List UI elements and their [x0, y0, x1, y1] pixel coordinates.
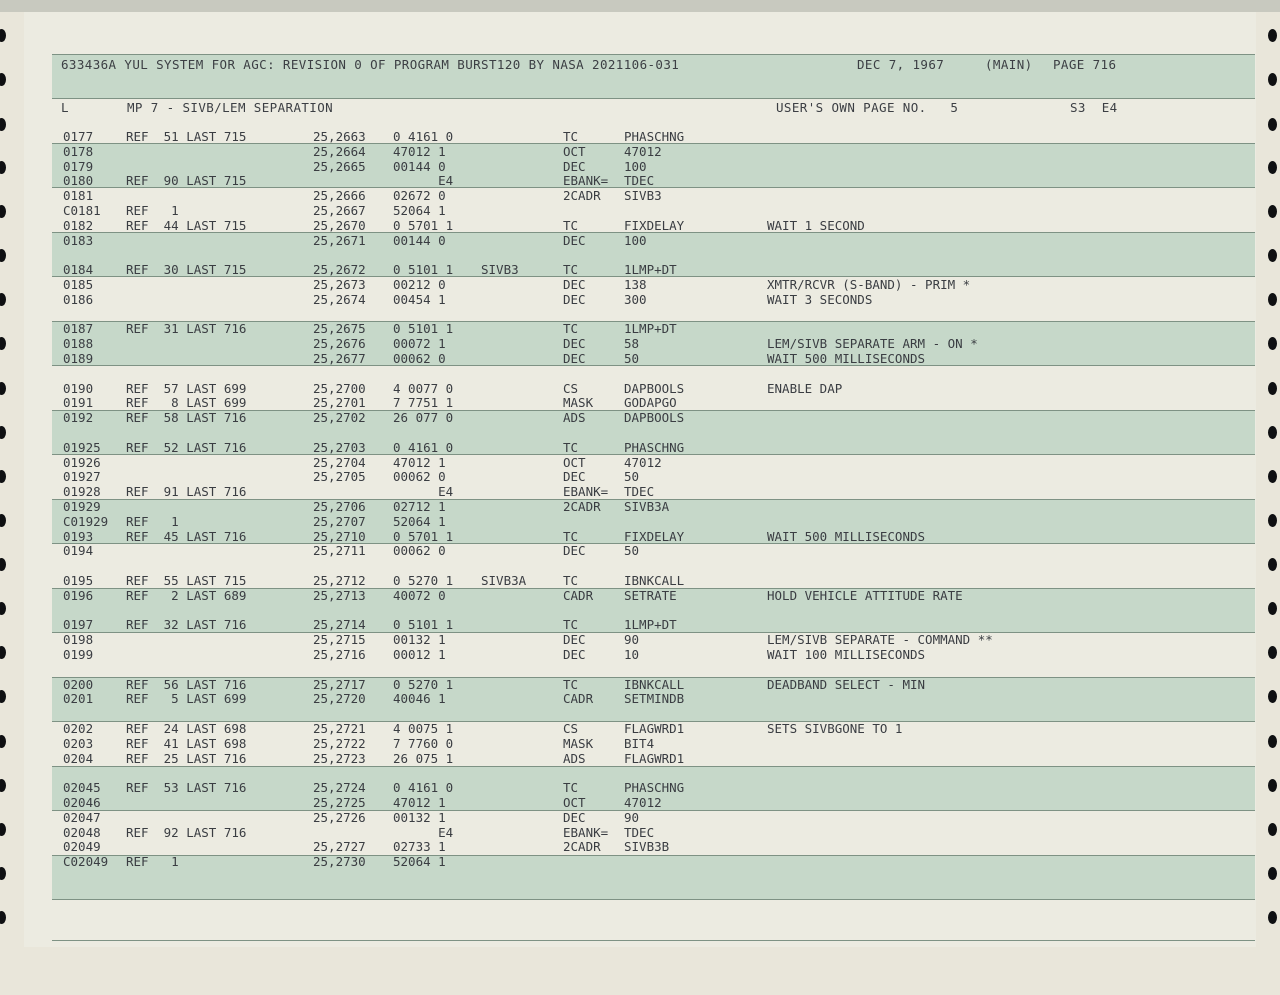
line-number: 02045: [63, 780, 101, 796]
opcode: DEC: [563, 158, 586, 174]
listing-line: [0, 263, 1280, 277]
band-rule: [52, 98, 1255, 99]
memory-address: 25,2700: [313, 380, 366, 396]
memory-address: 25,2672: [313, 262, 366, 278]
listing-line: [0, 160, 1280, 174]
opcode: DEC: [563, 336, 586, 352]
opcode: TC: [563, 321, 579, 337]
octal-word: 02712 1: [393, 499, 446, 514]
octal-word: 40072 0: [393, 587, 446, 603]
opcode: TC: [563, 676, 579, 692]
listing-line: [0, 781, 1280, 795]
listing-type-flag: L: [61, 100, 69, 115]
cross-reference: REF 24 LAST 698: [126, 721, 247, 736]
line-number: 0198: [63, 632, 94, 648]
opcode: TC: [563, 617, 579, 633]
listing-line: [0, 145, 1280, 159]
operand: 47012: [624, 143, 662, 159]
octal-word: 0 4161 0: [393, 439, 454, 455]
octal-word: 40046 1: [393, 691, 446, 707]
cross-reference: REF 53 LAST 716: [126, 780, 247, 796]
memory-address: 25,2664: [313, 143, 366, 159]
listing-line: [0, 278, 1280, 292]
line-number: 0188: [63, 336, 94, 352]
listing-line: [0, 337, 1280, 351]
tractor-hole: [1268, 911, 1277, 924]
line-number: 0202: [63, 721, 94, 736]
comment: WAIT 100 MILLISECONDS: [767, 647, 926, 662]
operand: 58: [624, 336, 640, 352]
memory-address: 25,2670: [313, 217, 366, 233]
memory-address: 25,2676: [313, 336, 366, 352]
opcode: ADS: [563, 750, 586, 766]
octal-word: 00062 0: [393, 543, 446, 559]
octal-word: 47012 1: [393, 795, 446, 810]
memory-address: 25,2663: [313, 129, 366, 144]
opcode: 2CADR: [563, 188, 601, 204]
operand: 300: [624, 291, 647, 307]
memory-address: 25,2711: [313, 543, 366, 559]
listing-line: [0, 352, 1280, 366]
opcode: DEC: [563, 469, 586, 485]
opcode: TC: [563, 780, 579, 796]
listing-line: [0, 618, 1280, 632]
tractor-hole: [1268, 73, 1277, 86]
octal-word: 00012 1: [393, 647, 446, 662]
symbol-label: SIVB3A: [481, 573, 527, 588]
octal-word: 00212 0: [393, 277, 446, 292]
line-number: 0192: [63, 410, 94, 426]
line-number: 01927: [63, 469, 101, 485]
memory-address: 25,2721: [313, 721, 366, 736]
operand: 10: [624, 647, 640, 662]
operand: PHASCHNG: [624, 780, 685, 796]
operand: DAPBOOLS: [624, 410, 685, 426]
opcode: DEC: [563, 277, 586, 292]
line-number: 02046: [63, 795, 101, 810]
octal-word: 0 5701 1: [393, 217, 454, 233]
memory-address: 25,2703: [313, 439, 366, 455]
opcode: OCT: [563, 143, 586, 159]
listing-line: [0, 485, 1280, 499]
cross-reference: REF 1: [126, 513, 179, 529]
tractor-hole: [1268, 426, 1277, 439]
memory-address: 25,2720: [313, 691, 366, 707]
listing-line: [0, 219, 1280, 233]
octal-word: 0 5270 1: [393, 573, 454, 588]
octal-word: 00144 0: [393, 158, 446, 174]
octal-word: 26 077 0: [393, 410, 454, 426]
line-number: 01929: [63, 499, 101, 514]
operand: BIT4: [624, 735, 655, 751]
opcode: DEC: [563, 232, 586, 248]
memory-address: 25,2704: [313, 454, 366, 470]
line-number: 0179: [63, 158, 94, 174]
operand: 1LMP+DT: [624, 321, 677, 337]
operand: 90: [624, 632, 640, 648]
operand: FLAGWRD1: [624, 750, 685, 766]
opcode: TC: [563, 217, 579, 233]
octal-word: 00132 1: [393, 809, 446, 825]
octal-word: 02733 1: [393, 839, 446, 855]
memory-address: 25,2665: [313, 158, 366, 174]
line-number: C01929: [63, 513, 109, 529]
section-title: MP 7 - SIVB/LEM SEPARATION: [127, 100, 334, 115]
cross-reference: REF 31 LAST 716: [126, 321, 247, 337]
users-page-number: USER'S OWN PAGE NO. 5: [776, 100, 959, 115]
listing-line: [0, 293, 1280, 307]
opcode: DEC: [563, 809, 586, 825]
tractor-hole: [0, 73, 6, 86]
listing-line: [0, 692, 1280, 706]
line-number: 0184: [63, 262, 94, 278]
opcode: DEC: [563, 291, 586, 307]
comment: LEM/SIVB SEPARATE - COMMAND **: [767, 632, 993, 648]
opcode: DEC: [563, 543, 586, 559]
cross-reference: REF 55 LAST 715: [126, 573, 247, 588]
opcode: TC: [563, 129, 579, 144]
listing-line: [0, 722, 1280, 736]
octal-word: 00454 1: [393, 291, 446, 307]
listing-line: [0, 441, 1280, 455]
listing-line: [0, 737, 1280, 751]
opcode: OCT: [563, 795, 586, 810]
line-number: 0187: [63, 321, 94, 337]
line-number: 0183: [63, 232, 94, 248]
operand: 1LMP+DT: [624, 262, 677, 278]
cross-reference: REF 2 LAST 689: [126, 587, 247, 603]
operand: DAPBOOLS: [624, 380, 685, 396]
cross-reference: REF 1: [126, 203, 179, 218]
octal-word: E4: [393, 484, 454, 500]
opcode: MASK: [563, 395, 594, 411]
line-number: 01926: [63, 454, 101, 470]
operand: 50: [624, 543, 640, 559]
cross-reference: REF 32 LAST 716: [126, 617, 247, 633]
operand: TDEC: [624, 484, 655, 500]
operand: FIXDELAY: [624, 528, 685, 544]
listing-line: [0, 189, 1280, 203]
octal-word: 26 075 1: [393, 750, 454, 766]
line-number: 0181: [63, 188, 94, 204]
octal-word: 0 5270 1: [393, 676, 454, 692]
opcode: TC: [563, 528, 579, 544]
listing-line: [0, 130, 1280, 144]
octal-word: 00072 1: [393, 336, 446, 352]
listing-date: DEC 7, 1967: [857, 57, 945, 72]
octal-word: 0 5101 1: [393, 321, 454, 337]
octal-word: 4 0077 0: [393, 380, 454, 396]
cross-reference: REF 30 LAST 715: [126, 262, 247, 278]
listing-line: [0, 174, 1280, 188]
memory-address: 25,2717: [313, 676, 366, 692]
operand: 1LMP+DT: [624, 617, 677, 633]
opcode: DEC: [563, 647, 586, 662]
comment: WAIT 1 SECOND: [767, 217, 865, 233]
listing-line: [0, 752, 1280, 766]
line-number: 02048: [63, 824, 101, 840]
listing-line: [0, 382, 1280, 396]
memory-address: 25,2671: [313, 232, 366, 248]
line-number: 01928: [63, 484, 101, 500]
memory-address: 25,2715: [313, 632, 366, 648]
operand: IBNKCALL: [624, 676, 685, 692]
memory-address: 25,2706: [313, 499, 366, 514]
comment: ENABLE DAP: [767, 380, 843, 396]
tractor-hole: [1268, 602, 1277, 615]
operand: SETRATE: [624, 587, 677, 603]
memory-address: 25,2723: [313, 750, 366, 766]
memory-address: 25,2705: [313, 469, 366, 485]
listing-line: [0, 811, 1280, 825]
cross-reference: REF 41 LAST 698: [126, 735, 247, 751]
memory-address: 25,2667: [313, 203, 366, 218]
band-rule: [52, 766, 1255, 767]
listing-line: [0, 574, 1280, 588]
cross-reference: REF 58 LAST 716: [126, 410, 247, 426]
operand: TDEC: [624, 173, 655, 189]
comment: SETS SIVBGONE TO 1: [767, 721, 903, 736]
octal-word: E4: [393, 824, 454, 840]
band-rule: [52, 940, 1255, 941]
octal-word: 0 5701 1: [393, 528, 454, 544]
listing-header-title: 633436A YUL SYSTEM FOR AGC: REVISION 0 OF PROGRAM BURST120 BY NASA 2021106-031: [61, 57, 680, 72]
memory-address: 25,2702: [313, 410, 366, 426]
line-number: 0193: [63, 528, 94, 544]
octal-word: 7 7760 0: [393, 735, 454, 751]
opcode: DEC: [563, 632, 586, 648]
opcode: CADR: [563, 691, 594, 707]
operand: 50: [624, 469, 640, 485]
memory-address: 25,2710: [313, 528, 366, 544]
operand: PHASCHNG: [624, 129, 685, 144]
memory-address: 25,2725: [313, 795, 366, 810]
cross-reference: REF 51 LAST 715: [126, 129, 247, 144]
line-number: C02049: [63, 854, 109, 870]
operand: SETMINDB: [624, 691, 685, 707]
octal-word: 7 7751 1: [393, 395, 454, 411]
cross-reference: REF 57 LAST 699: [126, 380, 247, 396]
tractor-hole: [1268, 29, 1277, 42]
operand: 47012: [624, 454, 662, 470]
memory-address: 25,2677: [313, 351, 366, 366]
octal-word: 02672 0: [393, 188, 446, 204]
octal-word: 52064 1: [393, 854, 446, 870]
operand: 100: [624, 232, 647, 248]
listing-line: [0, 500, 1280, 514]
operand: 138: [624, 277, 647, 292]
page-number: PAGE 716: [1053, 57, 1117, 72]
opcode: 2CADR: [563, 839, 601, 855]
listing-line: [0, 796, 1280, 810]
comment: HOLD VEHICLE ATTITUDE RATE: [767, 587, 963, 603]
listing-line: [0, 544, 1280, 558]
listing-line: [0, 678, 1280, 692]
line-number: 0201: [63, 691, 94, 707]
line-number: 0177: [63, 129, 94, 144]
comment: XMTR/RCVR (S-BAND) - PRIM *: [767, 277, 971, 292]
cross-reference: REF 91 LAST 716: [126, 484, 247, 500]
opcode: TC: [563, 439, 579, 455]
tractor-hole: [0, 29, 6, 42]
comment: WAIT 3 SECONDS: [767, 291, 873, 307]
listing-line: [0, 530, 1280, 544]
line-number: 01925: [63, 439, 101, 455]
symbol-label: SIVB3: [481, 262, 519, 278]
line-number: 0195: [63, 573, 94, 588]
bank-flags: S3 E4: [1070, 100, 1118, 115]
octal-word: 0 4161 0: [393, 129, 454, 144]
opcode: 2CADR: [563, 499, 601, 514]
opcode: CADR: [563, 587, 594, 603]
operand: SIVB3A: [624, 499, 670, 514]
opcode: MASK: [563, 735, 594, 751]
tractor-hole: [1268, 558, 1277, 571]
listing-section: (MAIN): [985, 57, 1033, 72]
listing-line: [0, 396, 1280, 410]
line-number: 0194: [63, 543, 94, 559]
listing-line: [0, 855, 1280, 869]
opcode: ADS: [563, 410, 586, 426]
cross-reference: REF 90 LAST 715: [126, 173, 247, 189]
memory-address: 25,2673: [313, 277, 366, 292]
octal-word: 47012 1: [393, 143, 446, 159]
opcode: DEC: [563, 351, 586, 366]
octal-word: 00144 0: [393, 232, 446, 248]
operand: GODAPGO: [624, 395, 677, 411]
opcode: TC: [563, 573, 579, 588]
octal-word: 52064 1: [393, 513, 446, 529]
line-number: 02049: [63, 839, 101, 855]
line-number: 0191: [63, 395, 94, 411]
cross-reference: REF 56 LAST 716: [126, 676, 247, 692]
memory-address: 25,2730: [313, 854, 366, 870]
cross-reference: REF 92 LAST 716: [126, 824, 247, 840]
comment: DEADBAND SELECT - MIN: [767, 676, 926, 692]
listing-line: [0, 515, 1280, 529]
memory-address: 25,2707: [313, 513, 366, 529]
line-number: 0197: [63, 617, 94, 633]
octal-word: E4: [393, 173, 454, 189]
memory-address: 25,2675: [313, 321, 366, 337]
cross-reference: REF 5 LAST 699: [126, 691, 247, 707]
line-number: 0182: [63, 217, 94, 233]
opcode: CS: [563, 380, 579, 396]
octal-word: 4 0075 1: [393, 721, 454, 736]
line-number: 0200: [63, 676, 94, 692]
line-number: 0186: [63, 291, 94, 307]
operand: 100: [624, 158, 647, 174]
octal-word: 0 5101 1: [393, 617, 454, 633]
octal-word: 00132 1: [393, 632, 446, 648]
listing-line: [0, 633, 1280, 647]
listing-line: [0, 840, 1280, 854]
memory-address: 25,2724: [313, 780, 366, 796]
listing-line: [0, 589, 1280, 603]
line-number: 0199: [63, 647, 94, 662]
listing-line: [0, 456, 1280, 470]
line-number: 0178: [63, 143, 94, 159]
line-number: 0189: [63, 351, 94, 366]
listing-line: [0, 648, 1280, 662]
memory-address: 25,2716: [313, 647, 366, 662]
cross-reference: REF 25 LAST 716: [126, 750, 247, 766]
listing-line: [0, 470, 1280, 484]
memory-address: 25,2714: [313, 617, 366, 633]
memory-address: 25,2726: [313, 809, 366, 825]
operand: 90: [624, 809, 640, 825]
cross-reference: REF 1: [126, 854, 179, 870]
cross-reference: REF 8 LAST 699: [126, 395, 247, 411]
operand: PHASCHNG: [624, 439, 685, 455]
comment: LEM/SIVB SEPARATE ARM - ON *: [767, 336, 978, 352]
listing-line: [0, 411, 1280, 425]
cross-reference: REF 52 LAST 716: [126, 439, 247, 455]
listing-line: [0, 322, 1280, 336]
operand: 47012: [624, 795, 662, 810]
line-number: 0185: [63, 277, 94, 292]
line-number: 0180: [63, 173, 94, 189]
octal-word: 00062 0: [393, 351, 446, 366]
listing-line: [0, 826, 1280, 840]
octal-word: 0 4161 0: [393, 780, 454, 796]
top-margin-strip: [0, 0, 1280, 12]
opcode: TC: [563, 262, 579, 278]
listing-line: [0, 234, 1280, 248]
line-number: C0181: [63, 203, 101, 218]
band-rule: [52, 54, 1255, 55]
comment: WAIT 500 MILLISECONDS: [767, 528, 926, 544]
octal-word: 47012 1: [393, 454, 446, 470]
opcode: CS: [563, 721, 579, 736]
memory-address: 25,2713: [313, 587, 366, 603]
band-rule: [52, 899, 1255, 900]
operand: SIVB3: [624, 188, 662, 204]
operand: TDEC: [624, 824, 655, 840]
operand: FIXDELAY: [624, 217, 685, 233]
memory-address: 25,2727: [313, 839, 366, 855]
line-number: 02047: [63, 809, 101, 825]
memory-address: 25,2712: [313, 573, 366, 588]
octal-word: 00062 0: [393, 469, 446, 485]
comment: WAIT 500 MILLISECONDS: [767, 351, 926, 366]
operand: FLAGWRD1: [624, 721, 685, 736]
memory-address: 25,2701: [313, 395, 366, 411]
line-number: 0203: [63, 735, 94, 751]
line-number: 0196: [63, 587, 94, 603]
opcode: OCT: [563, 454, 586, 470]
opcode: EBANK=: [563, 824, 609, 840]
cross-reference: REF 44 LAST 715: [126, 217, 247, 233]
line-number: 0190: [63, 380, 94, 396]
opcode: EBANK=: [563, 484, 609, 500]
line-number: 0204: [63, 750, 94, 766]
listing-line: [0, 204, 1280, 218]
memory-address: 25,2722: [313, 735, 366, 751]
octal-word: 0 5101 1: [393, 262, 454, 278]
memory-address: 25,2674: [313, 291, 366, 307]
octal-word: 52064 1: [393, 203, 446, 218]
operand: 50: [624, 351, 640, 366]
tractor-hole: [1268, 249, 1277, 262]
operand: SIVB3B: [624, 839, 670, 855]
memory-address: 25,2666: [313, 188, 366, 204]
operand: IBNKCALL: [624, 573, 685, 588]
cross-reference: REF 45 LAST 716: [126, 528, 247, 544]
opcode: EBANK=: [563, 173, 609, 189]
